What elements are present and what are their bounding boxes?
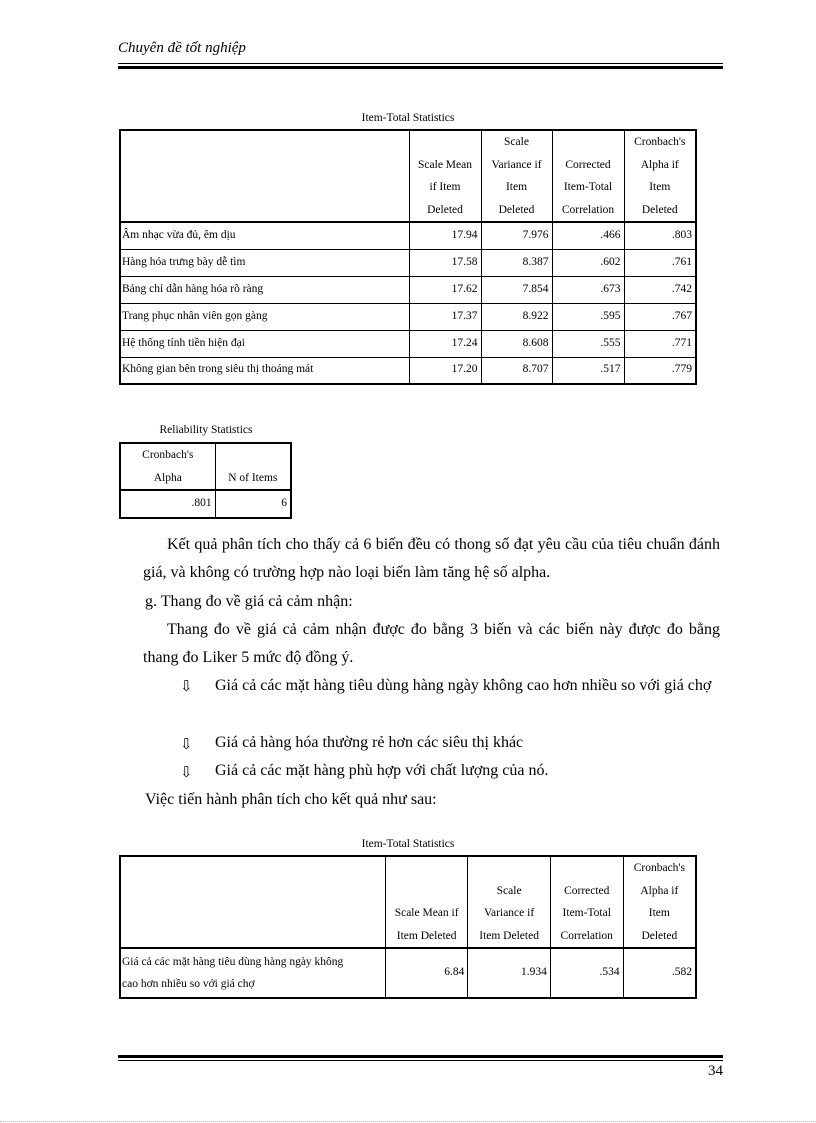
row-value: .767 — [624, 303, 696, 330]
row-label: Hàng hóa trưng bày dễ tìm — [120, 249, 409, 276]
header-rule-thick — [118, 66, 723, 69]
table2-corner-cell — [120, 856, 385, 948]
table2-caption: Item-Total Statistics — [361, 838, 455, 850]
row-label: Bảng chỉ dẫn hàng hóa rõ ràng — [120, 276, 409, 303]
row-value: 8.387 — [481, 249, 552, 276]
page-number: 34 — [708, 1063, 723, 1079]
row-value: .761 — [624, 249, 696, 276]
row-label: Không gian bên trong siêu thị thoáng mát — [120, 357, 409, 384]
item-total-statistics-table-2 — [119, 855, 697, 999]
reliability-statistics-table — [119, 442, 292, 519]
row-value: .555 — [552, 330, 624, 357]
bullet-item: Giá cả các mặt hàng tiêu dùng hàng ngày không cao hơn nhiều so với giá chợ — [215, 677, 712, 694]
table2-col-header: Corrected Item-Total Correlation — [550, 856, 623, 948]
row-value: 7.854 — [481, 276, 552, 303]
row-value: 8.922 — [481, 303, 552, 330]
row-value: 8.707 — [481, 357, 552, 384]
table2-col-header: Scale Mean if Item Deleted — [385, 856, 467, 948]
row-value: 6.84 — [385, 948, 467, 998]
row-value: .466 — [552, 222, 624, 249]
table1-row — [120, 249, 696, 276]
reliability-alpha-value: .801 — [120, 490, 215, 518]
row-value: 17.20 — [409, 357, 481, 384]
row-label: Giá cả các mặt hàng tiêu dùng hàng ngày không cao hơn nhiều so với giá chợ — [120, 948, 385, 998]
footer-rule-thin — [118, 1060, 723, 1061]
page-bottom-dotted-line — [0, 1121, 816, 1122]
paragraph-results: Kết quả phân tích cho thấy cả 6 biến đều có thong số đạt yêu cầu của tiêu chuẩn đánh giá, và không có trường hợp nào loại biến làm tăng hệ số alpha. — [143, 536, 720, 581]
reliability-caption: Reliability Statistics — [159, 424, 253, 436]
row-value: .602 — [552, 249, 624, 276]
row-label: Âm nhạc vừa đủ, êm dịu — [120, 222, 409, 249]
reliability-n-items-value: 6 — [215, 490, 291, 518]
row-value: .517 — [552, 357, 624, 384]
bullet-item: Giá cả các mặt hàng phù hợp với chất lượng của nó. — [215, 762, 549, 779]
row-value: .595 — [552, 303, 624, 330]
row-value: 17.62 — [409, 276, 481, 303]
row-value: .673 — [552, 276, 624, 303]
row-value: .779 — [624, 357, 696, 384]
row-value: 17.58 — [409, 249, 481, 276]
item-total-statistics-table-1 — [119, 129, 697, 385]
table1-col-header: Corrected Item-Total Correlation — [552, 130, 624, 222]
row-value: 7.976 — [481, 222, 552, 249]
row-value: 8.608 — [481, 330, 552, 357]
table1-row — [120, 330, 696, 357]
row-value: 17.37 — [409, 303, 481, 330]
row-value: .771 — [624, 330, 696, 357]
row-value: .534 — [550, 948, 623, 998]
arrow-down-icon: ⇩ — [180, 765, 193, 781]
table1-caption: Item-Total Statistics — [361, 112, 455, 124]
table1-header-row — [120, 130, 696, 222]
row-value: 17.94 — [409, 222, 481, 249]
paragraph-scale-description: Thang đo về giá cả cảm nhận được đo bằng 3 biến và các biến này được đo bằng thang đo Liker 5 mức độ đồng ý. — [143, 621, 720, 666]
header-rule-thin — [118, 63, 723, 64]
row-value: .742 — [624, 276, 696, 303]
row-value: 17.24 — [409, 330, 481, 357]
table1-col-header: Scale Variance if Item Deleted — [481, 130, 552, 222]
paragraph-analysis-intro: Việc tiến hành phân tích cho kết quả như sau: — [145, 791, 437, 808]
table2-row — [120, 948, 696, 998]
table2-col-header: Scale Variance if Item Deleted — [468, 856, 550, 948]
table2-col-header: Cronbach's Alpha if Item Deleted — [623, 856, 696, 948]
bullet-item: Giá cả hàng hóa thường rẻ hơn các siêu thị khác — [215, 734, 524, 751]
table1-row — [120, 222, 696, 249]
table1-row — [120, 357, 696, 384]
page-header-title: Chuyên đề tốt nghiệp — [118, 40, 246, 56]
table1-col-header: Scale Mean if Item Deleted — [409, 130, 481, 222]
arrow-down-icon: ⇩ — [180, 679, 193, 695]
row-label: Trang phục nhân viên gọn gàng — [120, 303, 409, 330]
section-heading-g: g. Thang đo về giá cả cảm nhận: — [145, 593, 353, 610]
footer-rule-thick — [118, 1055, 723, 1058]
row-value: .582 — [623, 948, 696, 998]
reliability-col-n-items: N of Items — [215, 443, 291, 490]
row-value: 1.934 — [468, 948, 550, 998]
row-label: Hệ thống tính tiền hiện đại — [120, 330, 409, 357]
table2-header-row — [120, 856, 696, 948]
arrow-down-icon: ⇩ — [180, 737, 193, 753]
table1-row — [120, 276, 696, 303]
row-value: .803 — [624, 222, 696, 249]
table1-corner-cell — [120, 130, 409, 222]
reliability-col-cronbach: Cronbach's Alpha — [120, 443, 215, 490]
table1-col-header: Cronbach's Alpha if Item Deleted — [624, 130, 696, 222]
table1-row — [120, 303, 696, 330]
